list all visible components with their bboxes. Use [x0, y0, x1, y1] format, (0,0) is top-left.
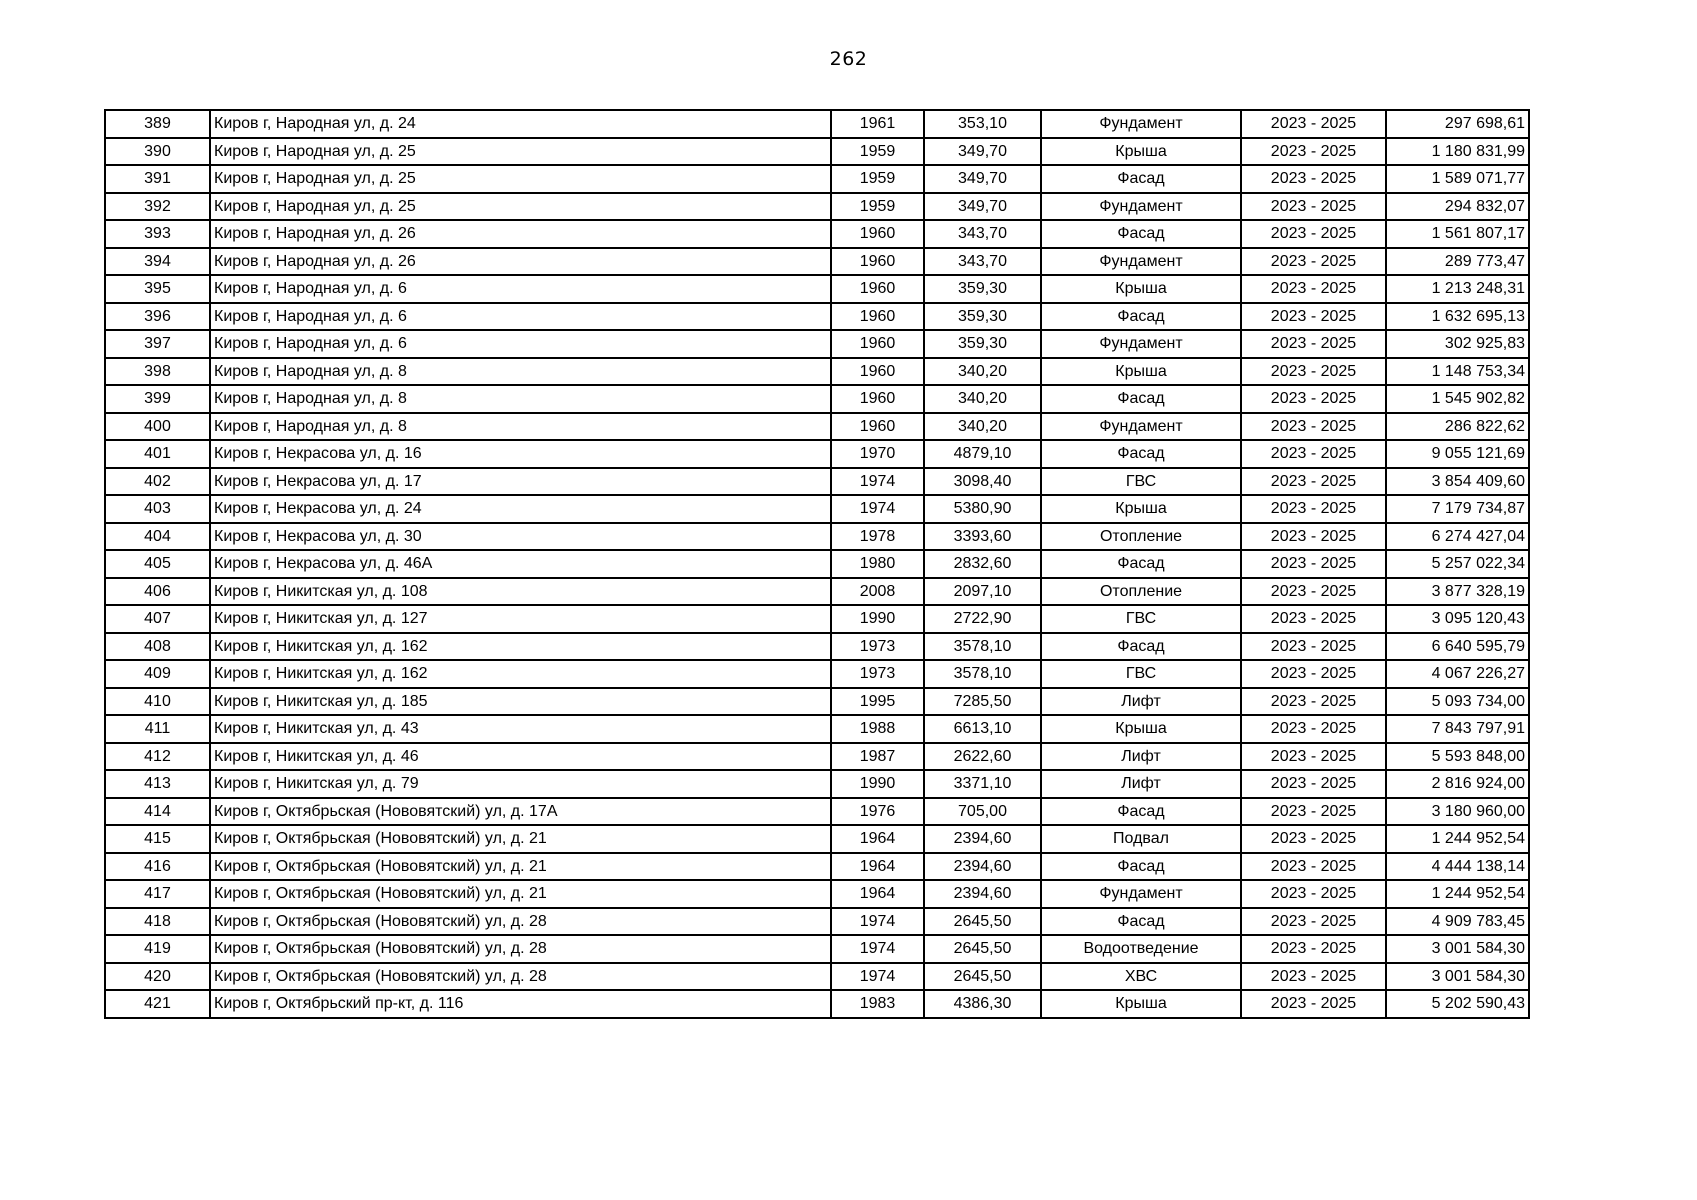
cost-cell: 4 909 783,45 [1386, 908, 1529, 936]
period-cell: 2023 - 2025 [1241, 688, 1386, 716]
work-type-cell: Крыша [1041, 715, 1241, 743]
address-cell: Киров г, Октябрьская (Нововятский) ул, д. 28 [210, 908, 831, 936]
address-cell: Киров г, Никитская ул, д. 79 [210, 770, 831, 798]
year-built-cell: 1973 [831, 633, 924, 661]
year-built-cell: 1959 [831, 165, 924, 193]
cost-cell: 1 148 753,34 [1386, 358, 1529, 386]
address-cell: Киров г, Октябрьская (Нововятский) ул, д. 17А [210, 798, 831, 826]
work-type-cell: Фасад [1041, 220, 1241, 248]
work-type-cell: Фасад [1041, 165, 1241, 193]
table-row [105, 743, 1529, 771]
year-built-cell: 1960 [831, 220, 924, 248]
table-row [105, 770, 1529, 798]
area-cell: 349,70 [924, 165, 1041, 193]
period-cell: 2023 - 2025 [1241, 193, 1386, 221]
table-row [105, 413, 1529, 441]
address-cell: Киров г, Народная ул, д. 26 [210, 248, 831, 276]
address-cell: Киров г, Никитская ул, д. 108 [210, 578, 831, 606]
year-built-cell: 1995 [831, 688, 924, 716]
area-cell: 705,00 [924, 798, 1041, 826]
period-cell: 2023 - 2025 [1241, 523, 1386, 551]
row-number-cell: 417 [105, 880, 210, 908]
cost-cell: 6 640 595,79 [1386, 633, 1529, 661]
cost-cell: 7 843 797,91 [1386, 715, 1529, 743]
address-cell: Киров г, Никитская ул, д. 46 [210, 743, 831, 771]
year-built-cell: 1990 [831, 770, 924, 798]
year-built-cell: 1970 [831, 440, 924, 468]
cost-cell: 7 179 734,87 [1386, 495, 1529, 523]
period-cell: 2023 - 2025 [1241, 358, 1386, 386]
cost-cell: 6 274 427,04 [1386, 523, 1529, 551]
work-type-cell: Фасад [1041, 853, 1241, 881]
period-cell: 2023 - 2025 [1241, 468, 1386, 496]
row-number-cell: 411 [105, 715, 210, 743]
cost-cell: 9 055 121,69 [1386, 440, 1529, 468]
area-cell: 5380,90 [924, 495, 1041, 523]
address-cell: Киров г, Народная ул, д. 8 [210, 358, 831, 386]
year-built-cell: 1990 [831, 605, 924, 633]
year-built-cell: 1974 [831, 963, 924, 991]
work-type-cell: Крыша [1041, 138, 1241, 166]
period-cell: 2023 - 2025 [1241, 578, 1386, 606]
work-type-cell: Фасад [1041, 385, 1241, 413]
table-row [105, 495, 1529, 523]
cost-cell: 1 589 071,77 [1386, 165, 1529, 193]
year-built-cell: 1964 [831, 880, 924, 908]
row-number-cell: 396 [105, 303, 210, 331]
period-cell: 2023 - 2025 [1241, 275, 1386, 303]
table-container [104, 109, 1530, 1019]
row-number-cell: 413 [105, 770, 210, 798]
address-cell: Киров г, Народная ул, д. 26 [210, 220, 831, 248]
row-number-cell: 414 [105, 798, 210, 826]
year-built-cell: 2008 [831, 578, 924, 606]
table-row [105, 385, 1529, 413]
row-number-cell: 390 [105, 138, 210, 166]
work-type-cell: Лифт [1041, 743, 1241, 771]
table-row [105, 688, 1529, 716]
address-cell: Киров г, Никитская ул, д. 127 [210, 605, 831, 633]
period-cell: 2023 - 2025 [1241, 770, 1386, 798]
row-number-cell: 392 [105, 193, 210, 221]
work-type-cell: Крыша [1041, 990, 1241, 1018]
table-row [105, 193, 1529, 221]
cost-cell: 5 593 848,00 [1386, 743, 1529, 771]
period-cell: 2023 - 2025 [1241, 605, 1386, 633]
area-cell: 340,20 [924, 385, 1041, 413]
area-cell: 3098,40 [924, 468, 1041, 496]
year-built-cell: 1960 [831, 330, 924, 358]
table-row [105, 578, 1529, 606]
work-type-cell: ГВС [1041, 468, 1241, 496]
table-row [105, 798, 1529, 826]
address-cell: Киров г, Октябрьская (Нововятский) ул, д. 21 [210, 825, 831, 853]
work-type-cell: Крыша [1041, 358, 1241, 386]
area-cell: 340,20 [924, 413, 1041, 441]
area-cell: 343,70 [924, 220, 1041, 248]
year-built-cell: 1960 [831, 248, 924, 276]
cost-cell: 1 180 831,99 [1386, 138, 1529, 166]
row-number-cell: 393 [105, 220, 210, 248]
cost-cell: 302 925,83 [1386, 330, 1529, 358]
period-cell: 2023 - 2025 [1241, 880, 1386, 908]
period-cell: 2023 - 2025 [1241, 138, 1386, 166]
address-cell: Киров г, Народная ул, д. 25 [210, 193, 831, 221]
cost-cell: 1 545 902,82 [1386, 385, 1529, 413]
row-number-cell: 409 [105, 660, 210, 688]
table-row [105, 523, 1529, 551]
work-type-cell: Фасад [1041, 633, 1241, 661]
table-row [105, 220, 1529, 248]
row-number-cell: 398 [105, 358, 210, 386]
year-built-cell: 1960 [831, 275, 924, 303]
cost-cell: 3 180 960,00 [1386, 798, 1529, 826]
address-cell: Киров г, Народная ул, д. 24 [210, 110, 831, 138]
table-row [105, 468, 1529, 496]
area-cell: 2394,60 [924, 880, 1041, 908]
area-cell: 2645,50 [924, 935, 1041, 963]
period-cell: 2023 - 2025 [1241, 963, 1386, 991]
address-cell: Киров г, Некрасова ул, д. 24 [210, 495, 831, 523]
address-cell: Киров г, Никитская ул, д. 43 [210, 715, 831, 743]
row-number-cell: 401 [105, 440, 210, 468]
row-number-cell: 402 [105, 468, 210, 496]
table-row [105, 825, 1529, 853]
row-number-cell: 421 [105, 990, 210, 1018]
address-cell: Киров г, Никитская ул, д. 162 [210, 660, 831, 688]
cost-cell: 1 244 952,54 [1386, 880, 1529, 908]
cost-cell: 297 698,61 [1386, 110, 1529, 138]
work-type-cell: Крыша [1041, 495, 1241, 523]
work-type-cell: Фундамент [1041, 193, 1241, 221]
row-number-cell: 389 [105, 110, 210, 138]
period-cell: 2023 - 2025 [1241, 165, 1386, 193]
cost-cell: 3 854 409,60 [1386, 468, 1529, 496]
table-row [105, 358, 1529, 386]
address-cell: Киров г, Некрасова ул, д. 16 [210, 440, 831, 468]
area-cell: 359,30 [924, 330, 1041, 358]
area-cell: 359,30 [924, 275, 1041, 303]
area-cell: 4879,10 [924, 440, 1041, 468]
address-cell: Киров г, Народная ул, д. 6 [210, 275, 831, 303]
work-type-cell: ГВС [1041, 605, 1241, 633]
area-cell: 3578,10 [924, 633, 1041, 661]
row-number-cell: 405 [105, 550, 210, 578]
work-type-cell: Отопление [1041, 578, 1241, 606]
row-number-cell: 395 [105, 275, 210, 303]
year-built-cell: 1960 [831, 413, 924, 441]
row-number-cell: 404 [105, 523, 210, 551]
row-number-cell: 420 [105, 963, 210, 991]
year-built-cell: 1960 [831, 303, 924, 331]
table-row [105, 330, 1529, 358]
year-built-cell: 1974 [831, 468, 924, 496]
area-cell: 343,70 [924, 248, 1041, 276]
period-cell: 2023 - 2025 [1241, 715, 1386, 743]
work-type-cell: Фасад [1041, 440, 1241, 468]
address-cell: Киров г, Некрасова ул, д. 30 [210, 523, 831, 551]
address-cell: Киров г, Октябрьский пр-кт, д. 116 [210, 990, 831, 1018]
address-cell: Киров г, Народная ул, д. 25 [210, 165, 831, 193]
address-cell: Киров г, Октябрьская (Нововятский) ул, д. 28 [210, 963, 831, 991]
address-cell: Киров г, Народная ул, д. 8 [210, 413, 831, 441]
work-type-cell: Фундамент [1041, 330, 1241, 358]
period-cell: 2023 - 2025 [1241, 908, 1386, 936]
table-row [105, 165, 1529, 193]
year-built-cell: 1980 [831, 550, 924, 578]
cost-cell: 3 001 584,30 [1386, 963, 1529, 991]
period-cell: 2023 - 2025 [1241, 413, 1386, 441]
address-cell: Киров г, Некрасова ул, д. 17 [210, 468, 831, 496]
work-type-cell: Лифт [1041, 770, 1241, 798]
cost-cell: 2 816 924,00 [1386, 770, 1529, 798]
table-row [105, 440, 1529, 468]
address-cell: Киров г, Никитская ул, д. 162 [210, 633, 831, 661]
area-cell: 2097,10 [924, 578, 1041, 606]
table-row [105, 605, 1529, 633]
table-row [105, 275, 1529, 303]
area-cell: 3393,60 [924, 523, 1041, 551]
work-type-cell: Фасад [1041, 908, 1241, 936]
area-cell: 2722,90 [924, 605, 1041, 633]
year-built-cell: 1959 [831, 193, 924, 221]
row-number-cell: 399 [105, 385, 210, 413]
period-cell: 2023 - 2025 [1241, 743, 1386, 771]
row-number-cell: 410 [105, 688, 210, 716]
area-cell: 349,70 [924, 138, 1041, 166]
year-built-cell: 1964 [831, 853, 924, 881]
table-row [105, 935, 1529, 963]
cost-cell: 1 561 807,17 [1386, 220, 1529, 248]
address-cell: Киров г, Октябрьская (Нововятский) ул, д. 21 [210, 880, 831, 908]
cost-cell: 1 632 695,13 [1386, 303, 1529, 331]
table-row [105, 138, 1529, 166]
area-cell: 349,70 [924, 193, 1041, 221]
work-type-cell: Подвал [1041, 825, 1241, 853]
work-type-cell: Лифт [1041, 688, 1241, 716]
period-cell: 2023 - 2025 [1241, 550, 1386, 578]
period-cell: 2023 - 2025 [1241, 220, 1386, 248]
area-cell: 3578,10 [924, 660, 1041, 688]
row-number-cell: 400 [105, 413, 210, 441]
address-cell: Киров г, Некрасова ул, д. 46А [210, 550, 831, 578]
work-type-cell: Фундамент [1041, 110, 1241, 138]
period-cell: 2023 - 2025 [1241, 303, 1386, 331]
period-cell: 2023 - 2025 [1241, 440, 1386, 468]
cost-cell: 3 095 120,43 [1386, 605, 1529, 633]
area-cell: 340,20 [924, 358, 1041, 386]
period-cell: 2023 - 2025 [1241, 660, 1386, 688]
area-cell: 6613,10 [924, 715, 1041, 743]
table-row [105, 110, 1529, 138]
row-number-cell: 403 [105, 495, 210, 523]
row-number-cell: 397 [105, 330, 210, 358]
row-number-cell: 394 [105, 248, 210, 276]
area-cell: 353,10 [924, 110, 1041, 138]
year-built-cell: 1976 [831, 798, 924, 826]
work-type-cell: Отопление [1041, 523, 1241, 551]
table-row [105, 550, 1529, 578]
period-cell: 2023 - 2025 [1241, 633, 1386, 661]
work-type-cell: Водоотведение [1041, 935, 1241, 963]
cost-cell: 4 067 226,27 [1386, 660, 1529, 688]
address-cell: Киров г, Октябрьская (Нововятский) ул, д. 21 [210, 853, 831, 881]
period-cell: 2023 - 2025 [1241, 935, 1386, 963]
period-cell: 2023 - 2025 [1241, 825, 1386, 853]
table-row [105, 715, 1529, 743]
year-built-cell: 1987 [831, 743, 924, 771]
table-row [105, 248, 1529, 276]
address-cell: Киров г, Народная ул, д. 8 [210, 385, 831, 413]
address-cell: Киров г, Октябрьская (Нововятский) ул, д. 28 [210, 935, 831, 963]
table-row [105, 633, 1529, 661]
cost-cell: 3 877 328,19 [1386, 578, 1529, 606]
area-cell: 3371,10 [924, 770, 1041, 798]
period-cell: 2023 - 2025 [1241, 248, 1386, 276]
address-cell: Киров г, Народная ул, д. 25 [210, 138, 831, 166]
address-cell: Киров г, Никитская ул, д. 185 [210, 688, 831, 716]
row-number-cell: 415 [105, 825, 210, 853]
table-row [105, 990, 1529, 1018]
cost-cell: 286 822,62 [1386, 413, 1529, 441]
work-type-cell: Фундамент [1041, 880, 1241, 908]
year-built-cell: 1978 [831, 523, 924, 551]
cost-cell: 5 093 734,00 [1386, 688, 1529, 716]
table-row [105, 880, 1529, 908]
period-cell: 2023 - 2025 [1241, 330, 1386, 358]
page-number: 262 [829, 48, 868, 70]
year-built-cell: 1974 [831, 935, 924, 963]
year-built-cell: 1964 [831, 825, 924, 853]
cost-cell: 3 001 584,30 [1386, 935, 1529, 963]
cost-cell: 5 257 022,34 [1386, 550, 1529, 578]
address-cell: Киров г, Народная ул, д. 6 [210, 330, 831, 358]
area-cell: 359,30 [924, 303, 1041, 331]
year-built-cell: 1959 [831, 138, 924, 166]
year-built-cell: 1960 [831, 358, 924, 386]
cost-cell: 1 213 248,31 [1386, 275, 1529, 303]
area-cell: 7285,50 [924, 688, 1041, 716]
repair-schedule-table [104, 109, 1530, 1019]
year-built-cell: 1974 [831, 495, 924, 523]
area-cell: 2645,50 [924, 908, 1041, 936]
row-number-cell: 406 [105, 578, 210, 606]
year-built-cell: 1974 [831, 908, 924, 936]
work-type-cell: Фасад [1041, 798, 1241, 826]
row-number-cell: 418 [105, 908, 210, 936]
period-cell: 2023 - 2025 [1241, 798, 1386, 826]
area-cell: 2394,60 [924, 825, 1041, 853]
row-number-cell: 416 [105, 853, 210, 881]
table-body [105, 110, 1529, 1018]
period-cell: 2023 - 2025 [1241, 853, 1386, 881]
row-number-cell: 407 [105, 605, 210, 633]
address-cell: Киров г, Народная ул, д. 6 [210, 303, 831, 331]
table-row [105, 908, 1529, 936]
area-cell: 2622,60 [924, 743, 1041, 771]
year-built-cell: 1960 [831, 385, 924, 413]
area-cell: 2645,50 [924, 963, 1041, 991]
row-number-cell: 419 [105, 935, 210, 963]
work-type-cell: Крыша [1041, 275, 1241, 303]
row-number-cell: 412 [105, 743, 210, 771]
work-type-cell: Фасад [1041, 550, 1241, 578]
year-built-cell: 1973 [831, 660, 924, 688]
row-number-cell: 408 [105, 633, 210, 661]
year-built-cell: 1983 [831, 990, 924, 1018]
work-type-cell: ХВС [1041, 963, 1241, 991]
row-number-cell: 391 [105, 165, 210, 193]
year-built-cell: 1988 [831, 715, 924, 743]
table-row [105, 963, 1529, 991]
year-built-cell: 1961 [831, 110, 924, 138]
period-cell: 2023 - 2025 [1241, 385, 1386, 413]
cost-cell: 1 244 952,54 [1386, 825, 1529, 853]
table-row [105, 660, 1529, 688]
cost-cell: 289 773,47 [1386, 248, 1529, 276]
period-cell: 2023 - 2025 [1241, 110, 1386, 138]
area-cell: 2394,60 [924, 853, 1041, 881]
area-cell: 2832,60 [924, 550, 1041, 578]
table-row [105, 303, 1529, 331]
period-cell: 2023 - 2025 [1241, 495, 1386, 523]
cost-cell: 5 202 590,43 [1386, 990, 1529, 1018]
work-type-cell: Фундамент [1041, 413, 1241, 441]
work-type-cell: ГВС [1041, 660, 1241, 688]
cost-cell: 294 832,07 [1386, 193, 1529, 221]
work-type-cell: Фасад [1041, 303, 1241, 331]
period-cell: 2023 - 2025 [1241, 990, 1386, 1018]
work-type-cell: Фундамент [1041, 248, 1241, 276]
cost-cell: 4 444 138,14 [1386, 853, 1529, 881]
area-cell: 4386,30 [924, 990, 1041, 1018]
table-row [105, 853, 1529, 881]
